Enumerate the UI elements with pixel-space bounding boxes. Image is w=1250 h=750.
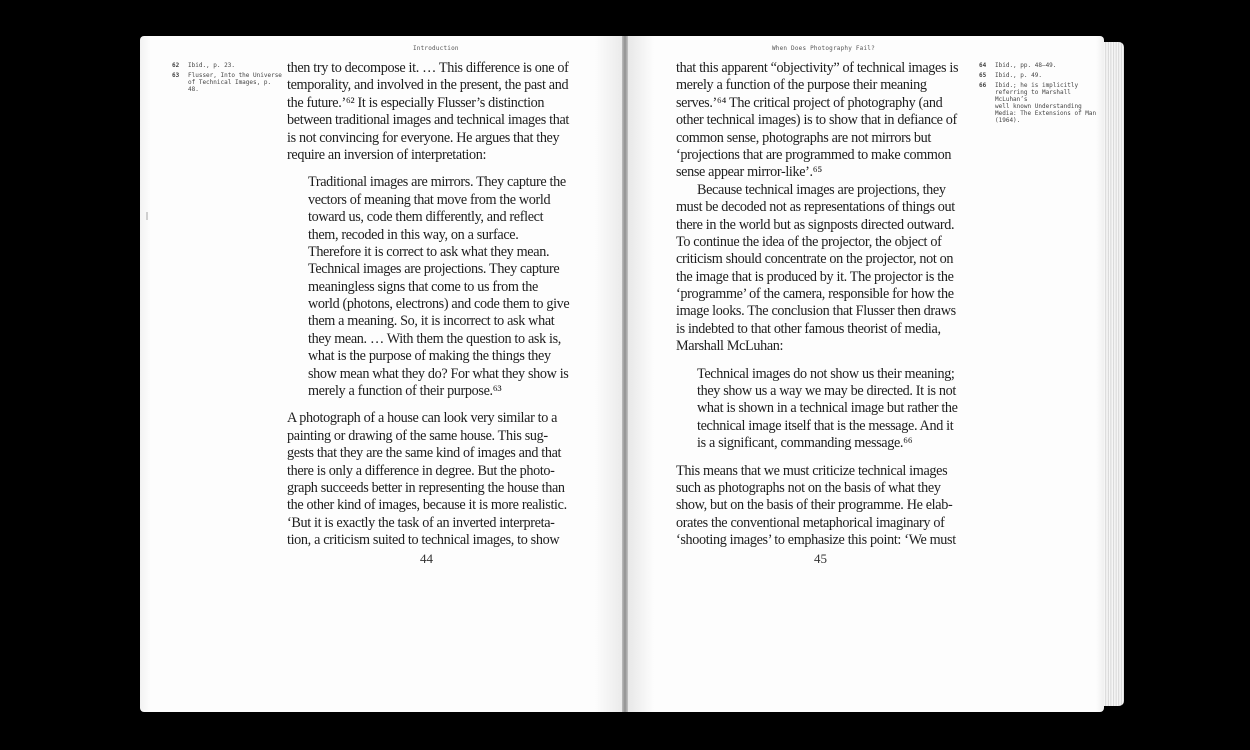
text-line: there in the world but as signposts directed outward. [676, 216, 955, 233]
text-line: orates the conventional metaphorical imaginary of [676, 514, 945, 531]
footnote-number: 62 [172, 62, 180, 69]
page-edges [1104, 42, 1124, 706]
text-line: such as photographs not on the basis of what they [676, 479, 941, 496]
body-text-right [676, 60, 958, 550]
text-line: serves.’⁶⁴ The critical project of photography (and [676, 94, 943, 111]
text-line: must be decoded not as representations of things out [676, 199, 955, 216]
footnote [979, 82, 1101, 124]
footnote-text: Ibid., p. 23. [188, 62, 235, 69]
footnote-text: Ibid.; he is implicitly referring to Marshall McLuhan’s well known Understanding Media: The Extensions of Man (1964). [995, 82, 1097, 124]
text-line: gests that they are the same kind of images and that [287, 445, 562, 462]
text-line: merely a function of their purpose.⁶³ [308, 383, 502, 400]
text-line: Because technical images are projections, they [697, 181, 946, 198]
text-line: the future.’⁶² It is especially Flusser’s distinction [287, 94, 545, 111]
text-line: Technical images do not show us their meaning; [697, 365, 955, 382]
text-line: toward us, code them differently, and reflect [308, 209, 544, 226]
text-line: graph succeeds better in representing the house than [287, 479, 565, 496]
footnotes-right [979, 62, 1101, 127]
footnote-number: 63 [172, 72, 180, 79]
paragraph-gap [287, 400, 569, 410]
footnote-number: 65 [979, 72, 987, 79]
text-line: they show us a way we may be directed. It is not [697, 383, 956, 400]
text-line: ‘shooting images’ to emphasize this point: ‘We must [676, 532, 956, 549]
text-line: Marshall McLuhan: [676, 338, 784, 355]
footnote-number: 64 [979, 62, 987, 69]
text-line: criticism should concentrate on the projector, not on [676, 251, 954, 268]
text-line: technical image itself that is the message. And it [697, 417, 954, 434]
text-line: is not convincing for everyone. He argues that they [287, 129, 560, 146]
page-mark [146, 212, 148, 220]
text-line: them a meaning. So, it is incorrect to ask what [308, 313, 555, 330]
body-text-left [287, 60, 569, 550]
text-line: To continue the idea of the projector, the object of [676, 233, 942, 250]
text-line: show, but on the basis of their programme. He elab- [676, 497, 953, 514]
text-line: them, recoded in this way, on a surface. [308, 226, 519, 243]
footnote [979, 72, 1101, 79]
text-line: the other kind of images, because it is more realistic. [287, 497, 567, 514]
book-gutter [622, 36, 628, 712]
text-line: sense appear mirror-like’.⁶⁵ [676, 164, 822, 181]
text-line: between traditional images and technical images that [287, 112, 569, 129]
footnote-text: Ibid., p. 49. [995, 72, 1042, 79]
text-line: tion, a criticism suited to technical images, to show [287, 532, 560, 549]
text-line: This means that we must criticize technical images [676, 462, 948, 479]
paragraph-gap [676, 356, 958, 366]
footnote [172, 72, 282, 93]
page-number-left: 44 [420, 551, 433, 566]
text-line: vectors of meaning that move from the world [308, 191, 551, 208]
text-line: ‘But it is exactly the task of an inverted interpreta- [287, 514, 555, 531]
text-line: then try to decompose it. … This difference is one of [287, 60, 569, 76]
text-line: A photograph of a house can look very similar to a [287, 410, 558, 427]
text-line: world (photons, electrons) and code them to give [308, 296, 570, 313]
text-line: ‘projections that are programmed to make common [676, 146, 952, 163]
running-head-left: Introduction [413, 45, 459, 52]
text-line: meaningless signs that come to us from the [308, 278, 538, 295]
text-line: there is only a difference in degree. But the photo- [287, 462, 555, 479]
footnote [172, 62, 282, 69]
text-line: ‘programme’ of the camera, responsible for how the [676, 286, 954, 303]
text-line: Therefore it is correct to ask what they mean. [308, 243, 550, 260]
footnote-number: 66 [979, 82, 987, 89]
text-line: other technical images) is to show that in defiance of [676, 112, 957, 129]
text-line: show mean what they do? For what they show is [308, 365, 569, 382]
running-head-right: When Does Photography Fail? [772, 45, 875, 52]
footnote-text: Flusser, Into the Universe of Technical Images, p. 48. [188, 72, 282, 93]
text-line: common sense, photographs are not mirrors but [676, 129, 931, 146]
text-line: that this apparent “objectivity” of technical images is [676, 60, 959, 76]
text-line: what is the purpose of making the things they [308, 348, 551, 365]
footnote [979, 62, 1101, 69]
paragraph-gap [287, 164, 569, 174]
text-line: image looks. The conclusion that Flusser then draws [676, 303, 956, 320]
text-line: is a significant, commanding message.⁶⁶ [697, 435, 913, 452]
footnote-text: Ibid., pp. 48–49. [995, 62, 1057, 69]
paragraph-gap [676, 453, 958, 463]
text-line: Traditional images are mirrors. They capture the [308, 174, 566, 191]
text-line: what is shown in a technical image but rather the [697, 400, 958, 417]
text-line: temporality, and involved in the present, the past and [287, 77, 569, 94]
text-line: Technical images are projections. They capture [308, 261, 560, 278]
text-line: they mean. … With them the question to ask is, [308, 330, 561, 347]
text-line: is indebted to that other famous theorist of media, [676, 320, 941, 337]
text-line: require an inversion of interpretation: [287, 146, 487, 163]
text-line: painting or drawing of the same house. This sug- [287, 427, 548, 444]
footnotes-left [172, 62, 282, 96]
page-number-right: 45 [814, 551, 827, 566]
text-line: merely a function of the purpose their meaning [676, 77, 927, 94]
text-line: the image that is produced by it. The projector is the [676, 268, 954, 285]
